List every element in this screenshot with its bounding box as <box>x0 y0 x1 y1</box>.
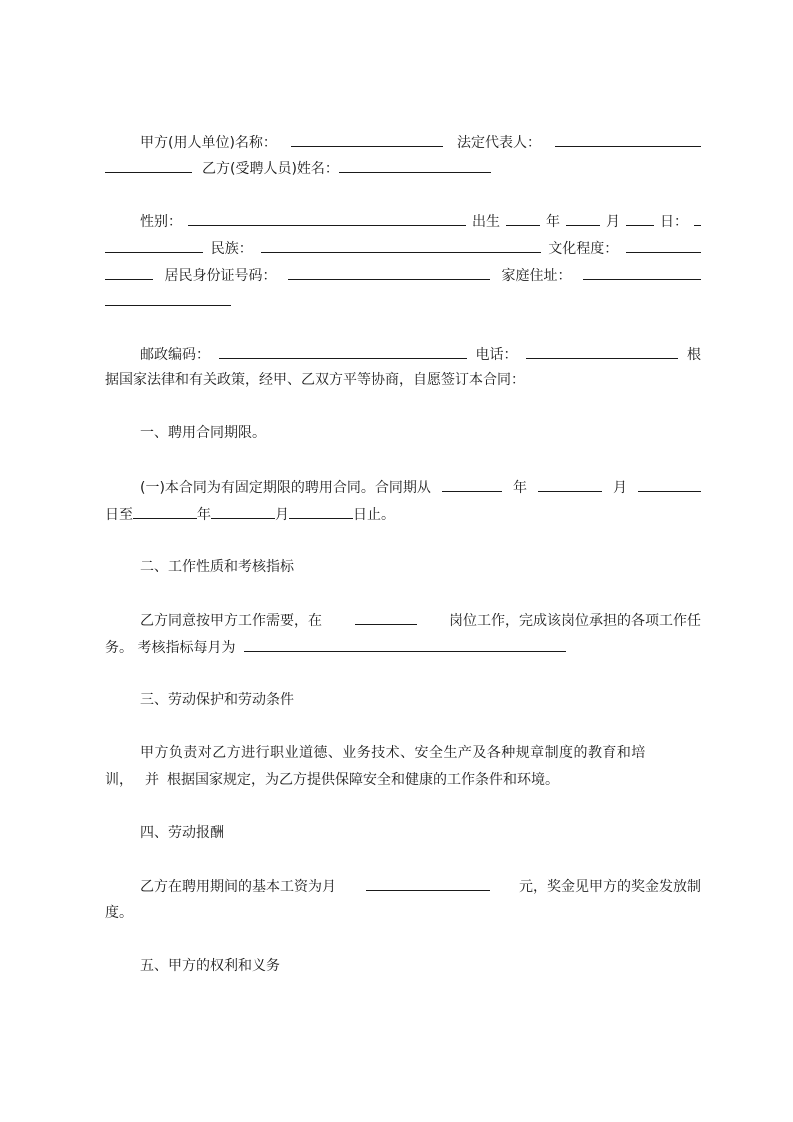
section-2-line-2 <box>105 637 566 658</box>
end-month-blank <box>211 504 275 519</box>
ethnicity-blank <box>261 238 541 253</box>
phone-label: 电话： <box>475 347 518 363</box>
section-3-line-1 <box>140 743 701 763</box>
birth-month-label: 月 <box>606 214 620 230</box>
personal-line-4 <box>105 291 231 312</box>
section-2-heading <box>140 557 294 577</box>
contract-period-text: (一)本合同为有固定期限的聘用合同。合同期从 <box>140 480 431 496</box>
employer-label: 甲方(用人单位)名称： <box>140 135 277 151</box>
end-year-label: 年 <box>197 507 211 523</box>
assessment-text: 务。 考核指标每月为 <box>105 640 236 656</box>
protection-text-2c: 根据国家规定，为乙方提供保障安全和健康的工作条件和环境。 <box>167 772 559 788</box>
birth-date-blank-cont <box>105 238 203 253</box>
phone-blank <box>526 344 678 359</box>
salary-blank <box>366 876 490 891</box>
id-number-blank <box>288 265 490 280</box>
section-1-heading <box>140 423 266 443</box>
intro-text: 据国家法律和有关政策，经甲、乙双方平等协商，自愿签订本合同： <box>105 372 525 388</box>
work-text-a: 乙方同意按甲方工作需要，在 <box>140 613 322 629</box>
section-4-heading <box>140 823 224 843</box>
section-4-title: 四、劳动报酬 <box>140 825 224 841</box>
personal-line-2 <box>105 238 701 259</box>
assessment-blank <box>244 637 566 652</box>
address-blank <box>583 265 701 280</box>
birth-label: 出生 <box>472 214 500 230</box>
section-1-title: 一、聘用合同期限。 <box>140 425 266 441</box>
address-label: 家庭住址： <box>501 268 572 284</box>
section-3-title: 三、劳动保护和劳动条件 <box>140 692 294 708</box>
personal-line-3 <box>105 265 701 286</box>
employee-label: 乙方(受聘人员)姓名： <box>202 161 339 177</box>
protection-text-2a: 训， <box>105 772 133 788</box>
gender-blank <box>188 211 466 226</box>
employer-name-blank <box>291 132 443 147</box>
salary-text-c: 度。 <box>105 905 133 921</box>
section-2-title: 二、工作性质和考核指标 <box>140 559 294 575</box>
start-month-blank <box>538 477 602 492</box>
party-line-1 <box>140 132 701 153</box>
section-5-heading <box>140 956 280 976</box>
party-line-2 <box>105 158 491 179</box>
legal-rep-label: 法定代表人： <box>456 135 541 151</box>
section-4-line-1 <box>140 876 701 897</box>
id-label: 居民身份证号码： <box>164 268 277 284</box>
address-blank-cont <box>105 291 231 306</box>
birth-year-blank <box>506 211 540 226</box>
start-year-label: 年 <box>512 480 527 496</box>
section-2-line-1 <box>140 610 701 631</box>
start-year-blank <box>442 477 502 492</box>
position-blank <box>355 610 417 625</box>
end-day-blank <box>289 504 353 519</box>
section-3-line-2 <box>105 770 559 790</box>
postcode-blank <box>219 344 467 359</box>
work-text-b: 岗位工作，完成该岗位承担的各项工作任 <box>449 613 701 629</box>
section-4-line-2 <box>105 903 133 923</box>
legal-rep-blank <box>555 132 701 147</box>
salary-text-a: 乙方在聘用期间的基本工资为月 <box>140 879 336 895</box>
birth-month-blank <box>566 211 600 226</box>
section-3-heading <box>140 690 294 710</box>
employee-name-blank <box>339 158 491 173</box>
section-1-line-1 <box>140 477 701 498</box>
section-1-line-2 <box>105 504 395 525</box>
section-5-title: 五、甲方的权利和义务 <box>140 958 280 974</box>
end-month-label: 月 <box>275 507 289 523</box>
personal-line-1 <box>140 211 701 232</box>
education-label: 文化程度： <box>548 241 619 257</box>
legal-rep-blank-cont <box>105 158 192 173</box>
personal-line-5 <box>140 344 701 365</box>
salary-text-b: 元，奖金见甲方的奖金发放制 <box>519 879 701 895</box>
start-day-blank <box>638 477 701 492</box>
birth-day-blank-end <box>694 211 701 226</box>
birth-year-label: 年 <box>546 214 560 230</box>
intro-text-start: 根 <box>687 347 701 363</box>
protection-text-2b: 并 <box>145 772 159 788</box>
ethnicity-label: 民族： <box>210 241 253 257</box>
intro-line <box>105 370 525 390</box>
protection-text-1: 甲方负责对乙方进行职业道德、业务技术、安全生产及各种规章制度的教育和培 <box>140 745 646 761</box>
birth-day-label: 日： <box>660 214 688 230</box>
day-to-label: 日至 <box>105 507 133 523</box>
day-end-label: 日止。 <box>353 507 395 523</box>
birth-day-blank <box>626 211 654 226</box>
end-year-blank <box>133 504 197 519</box>
gender-label: 性别： <box>140 214 182 230</box>
postcode-label: 邮政编码： <box>140 347 210 363</box>
start-month-label: 月 <box>612 480 627 496</box>
education-blank-cont <box>105 265 153 280</box>
education-blank <box>626 238 701 253</box>
